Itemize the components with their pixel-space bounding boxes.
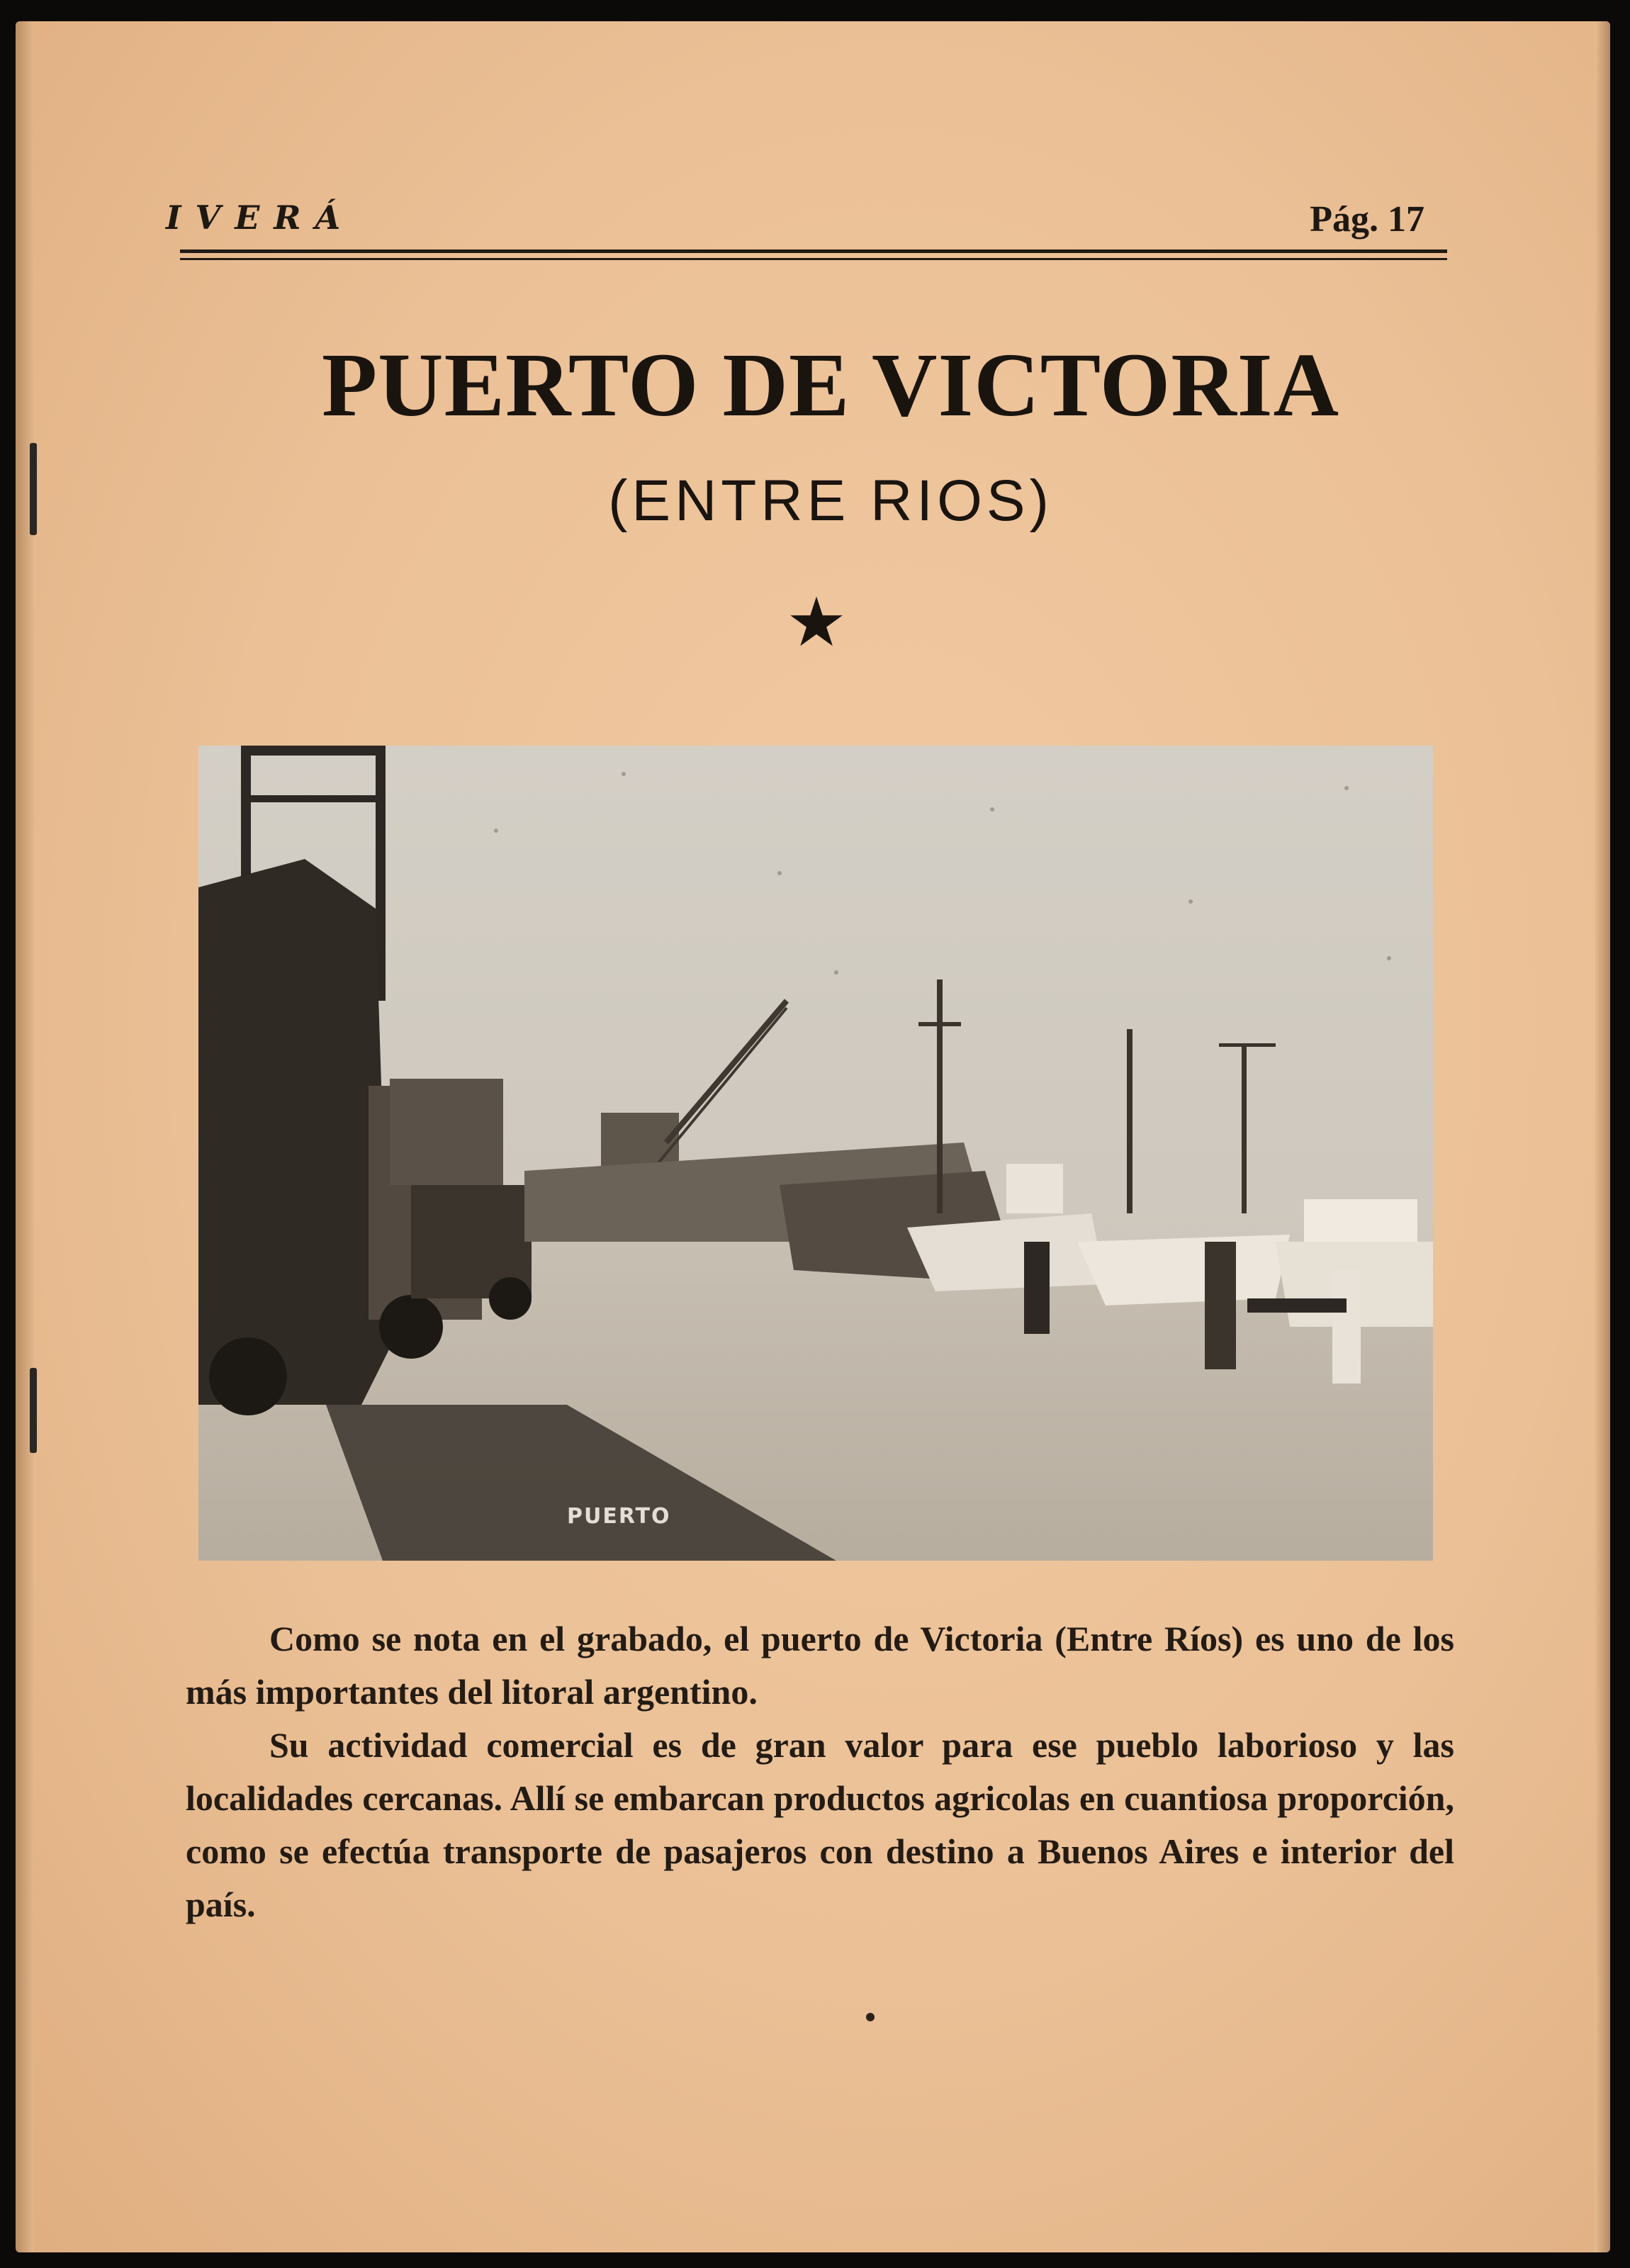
article-subtitle: (ENTRE RIOS) [608,468,1053,533]
staple-bottom [30,1368,37,1453]
paragraph-2: Su actividad comercial es de gran valor para ese pueblo laborioso y las localidades cercanas. Allí se embarcan productos agricolas en cuantiosa proporción, como se efectúa transporte de pasajeros con destino a Buenos Aires e interior del país. [186,1725,1454,1924]
book-page [16,21,1610,2252]
port-photograph [198,746,1433,1561]
header-rule-thin [180,258,1447,260]
paragraph-1: Como se nota en el grabado, el puerto de Victoria (Entre Ríos) es uno de los más importantes del litoral argentino. [186,1619,1454,1712]
article-title: PUERTO DE VICTORIA [321,335,1340,435]
running-head: IVERÁ [166,198,355,237]
port-photo-illustration [198,746,1433,1561]
ink-speck [866,2013,875,2021]
star-ornament: ★ [785,583,848,662]
article-body [186,1612,1454,1931]
page-number: Pág. 17 [1310,199,1424,240]
header-rule [180,249,1447,253]
photo-caption: PUERTO [567,1504,671,1529]
